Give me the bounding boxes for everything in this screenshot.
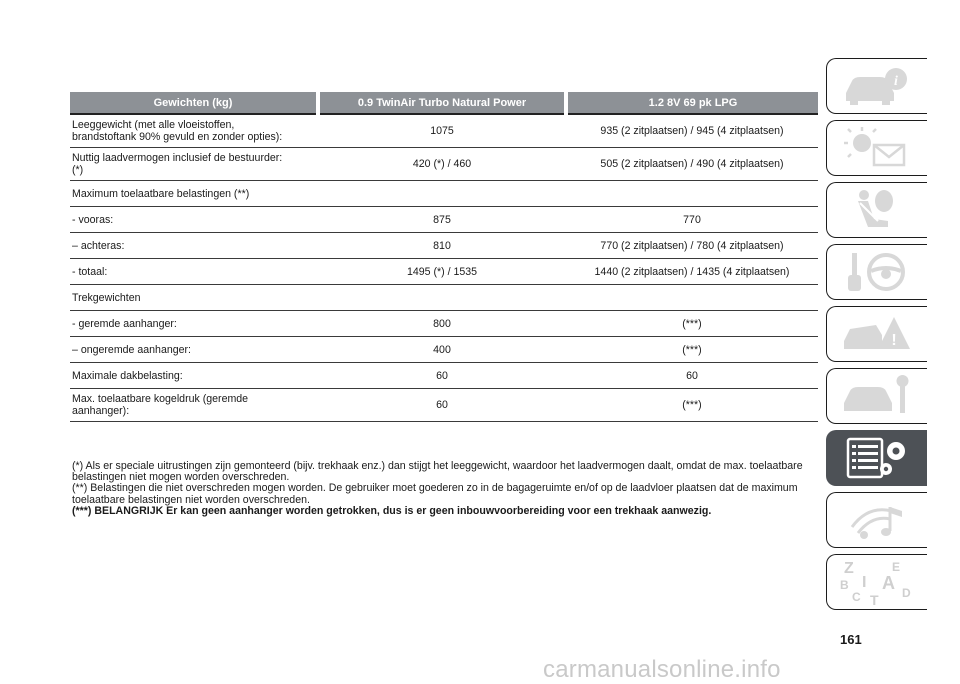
page-number: 161 xyxy=(840,632,862,647)
footnote-2: (**) Belastingen die niet overschreden mogen worden. De gebruiker moet goederen zo in de bagageruimte en/of op de laadvloer plaatsen dat de maximum toelaatbare belastingen niet worden overschreden. xyxy=(72,482,798,506)
row-value-lpg: 770 xyxy=(566,207,818,233)
tab-index[interactable] xyxy=(826,554,927,610)
row-label: - geremde aanhanger: xyxy=(70,311,318,337)
row-value-twinair: 800 xyxy=(318,311,566,337)
warning-lights-icon xyxy=(838,125,916,171)
svg-text:A: A xyxy=(882,573,895,593)
svg-text:B: B xyxy=(840,578,849,592)
row-value-twinair: 810 xyxy=(318,233,566,259)
svg-text:!: ! xyxy=(891,332,897,349)
row-value-twinair: 60 xyxy=(318,363,566,389)
header-twinair: 0.9 TwinAir Turbo Natural Power xyxy=(318,92,566,114)
car-info-icon xyxy=(838,63,916,109)
technical-data-icon xyxy=(838,435,916,481)
row-value-lpg: 770 (2 zitplaatsen) / 780 (4 zitplaatsen) xyxy=(566,233,818,259)
row-value-twinair: 420 (*) / 460 xyxy=(318,148,566,181)
watermark: carmanualsonline.info xyxy=(543,656,781,683)
svg-text:D: D xyxy=(902,586,911,600)
row-label: Trekgewichten xyxy=(70,285,318,311)
table-row xyxy=(70,259,818,285)
row-label: – ongeremde aanhanger: xyxy=(70,337,318,363)
row-label: Maximum toelaatbare belastingen (**) xyxy=(70,181,318,207)
row-value-lpg: 60 xyxy=(566,363,818,389)
header-weights: Gewichten (kg) xyxy=(70,92,318,114)
svg-text:I: I xyxy=(862,574,867,591)
footnotes xyxy=(72,461,820,517)
svg-text:i: i xyxy=(894,74,898,89)
svg-text:T: T xyxy=(870,592,879,605)
row-value-twinair: 400 xyxy=(318,337,566,363)
key-steering-icon xyxy=(838,249,916,295)
table-row xyxy=(70,233,818,259)
tab-car-info[interactable] xyxy=(826,58,927,114)
car-warning-icon xyxy=(838,311,916,357)
important-note: (***) BELANGRIJK Er kan geen aanhanger worden getrokken, dus is er geen inbouwvoorbereiding voor een trekhaak aanwezig. xyxy=(72,504,712,517)
row-value-lpg xyxy=(566,285,818,311)
table-row xyxy=(70,114,818,148)
tab-starting-driving[interactable] xyxy=(826,244,927,300)
table-row xyxy=(70,311,818,337)
row-value-lpg: 1440 (2 zitplaatsen) / 1435 (4 zitplaatsen) xyxy=(566,259,818,285)
row-label: - vooras: xyxy=(70,207,318,233)
table-row xyxy=(70,389,818,422)
table-row xyxy=(70,285,818,311)
row-label: Leeggewicht (met alle vloeistoffen, brandstoftank 90% gevuld en zonder opties): xyxy=(70,114,318,148)
row-value-lpg: (***) xyxy=(566,389,818,422)
row-label: - totaal: xyxy=(70,259,318,285)
radio-music-icon xyxy=(838,497,916,543)
table-row xyxy=(70,363,818,389)
tab-emergency[interactable] xyxy=(826,306,927,362)
svg-text:E: E xyxy=(892,560,901,574)
svg-text:Z: Z xyxy=(844,560,854,577)
alphabetical-index-icon xyxy=(838,559,916,605)
table-row xyxy=(70,148,818,181)
row-value-twinair: 1495 (*) / 1535 xyxy=(318,259,566,285)
car-service-icon xyxy=(838,373,916,419)
row-value-twinair xyxy=(318,285,566,311)
weights-table-container xyxy=(70,92,818,422)
row-value-twinair xyxy=(318,181,566,207)
table-header-row xyxy=(70,92,818,114)
table-row xyxy=(70,207,818,233)
row-value-lpg: 935 (2 zitplaatsen) / 945 (4 zitplaatsen) xyxy=(566,114,818,148)
chapter-sidebar xyxy=(826,58,930,616)
tab-maintenance[interactable] xyxy=(826,368,927,424)
weights-table xyxy=(70,92,818,422)
row-value-lpg: (***) xyxy=(566,337,818,363)
row-label: Maximale dakbelasting: xyxy=(70,363,318,389)
table-row xyxy=(70,337,818,363)
row-value-twinair: 875 xyxy=(318,207,566,233)
table-row xyxy=(70,181,818,207)
tab-multimedia[interactable] xyxy=(826,492,927,548)
header-lpg: 1.2 8V 69 pk LPG xyxy=(566,92,818,114)
footnote-1: (*) Als er speciale uitrustingen zijn gemonteerd (bijv. trekhaak enz.) dan stijgt het leeggewicht, waardoor het laadvermogen daalt, omdat de max. toelaatbare belastingen niet mogen worden overschreden. xyxy=(72,460,803,484)
tab-technical-data[interactable] xyxy=(826,430,927,486)
row-value-lpg: (***) xyxy=(566,311,818,337)
row-label: Nuttig laadvermogen inclusief de bestuurder: (*) xyxy=(70,148,318,181)
row-label: Max. toelaatbare kogeldruk (geremde aanhanger): xyxy=(70,389,318,422)
row-value-lpg: 505 (2 zitplaatsen) / 490 (4 zitplaatsen) xyxy=(566,148,818,181)
svg-text:C: C xyxy=(852,590,861,604)
row-value-twinair: 1075 xyxy=(318,114,566,148)
airbag-seat-icon xyxy=(838,187,916,233)
row-value-twinair: 60 xyxy=(318,389,566,422)
row-value-lpg xyxy=(566,181,818,207)
tab-safety[interactable] xyxy=(826,182,927,238)
tab-warning-lights[interactable] xyxy=(826,120,927,176)
row-label: – achteras: xyxy=(70,233,318,259)
